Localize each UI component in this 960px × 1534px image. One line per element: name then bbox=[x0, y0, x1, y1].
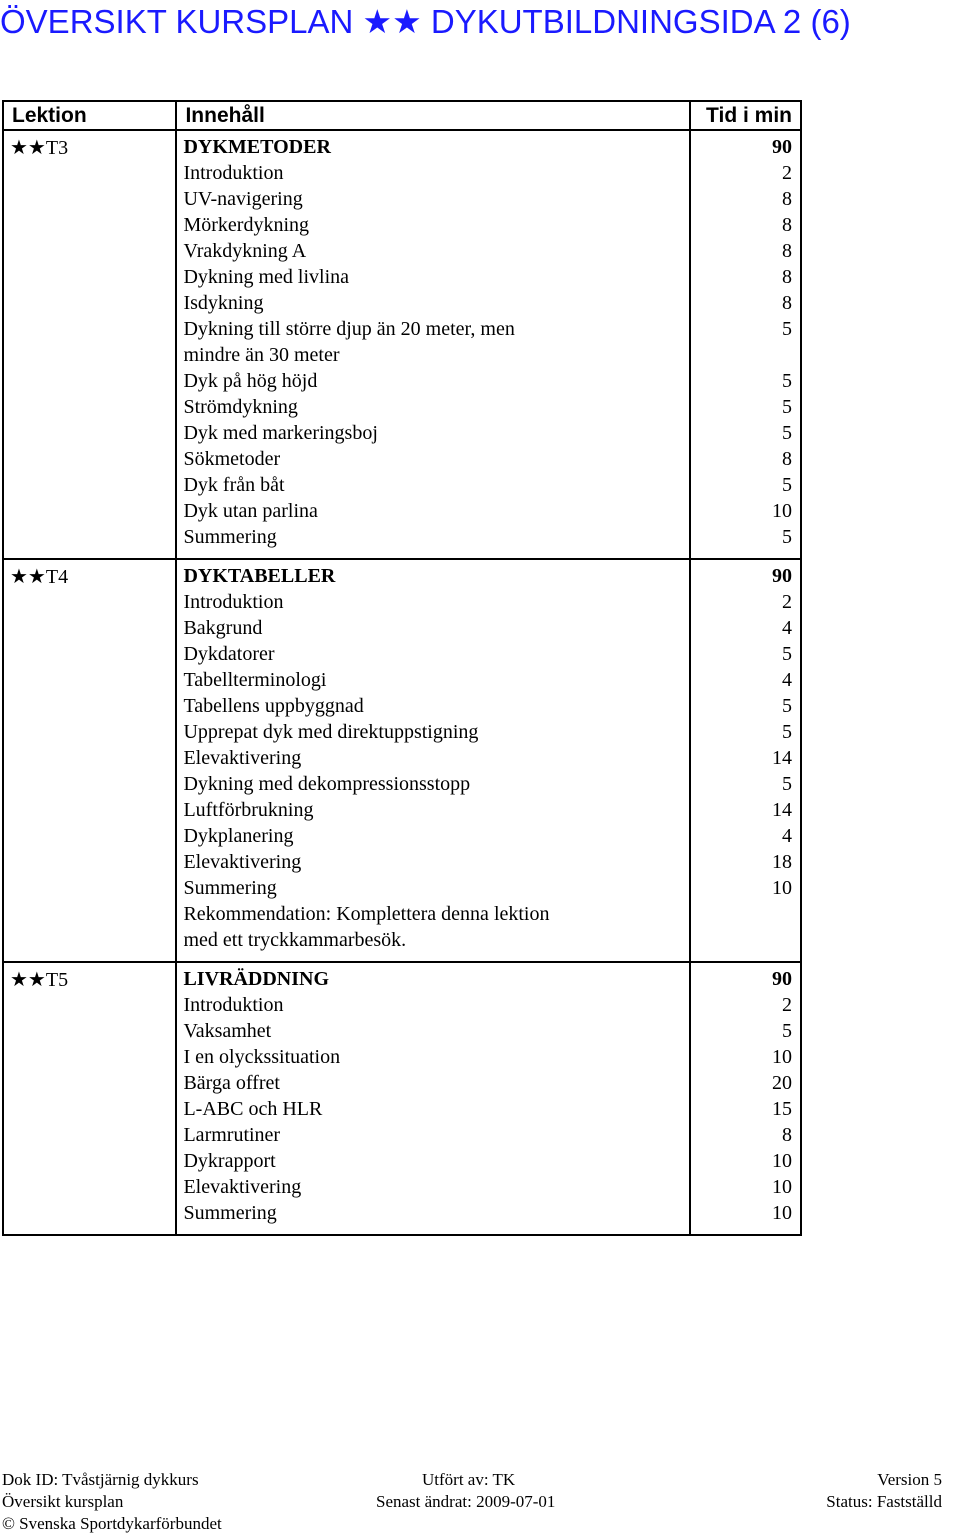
content-item: Vaksamhet bbox=[183, 1020, 272, 1042]
content-item-time: 5 bbox=[782, 422, 792, 444]
content-item: Elevaktivering bbox=[183, 747, 302, 769]
content-item: Bärga offret bbox=[183, 1072, 280, 1094]
page-title-left: ÖVERSIKT KURSPLAN bbox=[0, 3, 354, 40]
lesson-row bbox=[3, 962, 801, 1235]
content-item-time: 5 bbox=[782, 474, 792, 496]
content-item-time: 10 bbox=[772, 877, 792, 899]
content-item-time: 5 bbox=[782, 695, 792, 717]
content-item: Dykrapport bbox=[183, 1150, 276, 1172]
content-item: Dyk utan parlina bbox=[183, 500, 318, 522]
content-item: Elevaktivering bbox=[183, 1176, 302, 1198]
content-item: Dykplanering bbox=[183, 825, 294, 847]
footer-last-changed: Senast ändrat: 2009-07-01 bbox=[376, 1492, 556, 1511]
two-star-icon: ★★ bbox=[10, 967, 46, 991]
content-item-time: 8 bbox=[782, 214, 792, 236]
content-cell bbox=[176, 962, 689, 1235]
footer-version: Version 5 bbox=[877, 1470, 942, 1489]
content-item-time: 8 bbox=[782, 188, 792, 210]
content-item-time: 20 bbox=[772, 1072, 792, 1094]
content-item: Dyk på hög höjd bbox=[183, 370, 318, 392]
content-item-time: 2 bbox=[782, 994, 792, 1016]
content-item-time bbox=[691, 901, 792, 927]
table-header-row bbox=[3, 101, 801, 130]
content-item-time: 10 bbox=[772, 1150, 792, 1172]
content-item: Summering bbox=[183, 526, 277, 548]
content-item: L-ABC och HLR bbox=[183, 1098, 323, 1120]
content-item-time: 5 bbox=[782, 526, 792, 548]
content-item-time: 10 bbox=[772, 1202, 792, 1224]
lesson-title: DYKTABELLER bbox=[183, 565, 336, 587]
content-item-time bbox=[691, 342, 792, 368]
content-item: Dykning med livlina bbox=[183, 266, 350, 288]
content-cell bbox=[176, 130, 689, 559]
lesson-title: LIVRÄDDNING bbox=[183, 968, 330, 990]
content-item-time: 5 bbox=[782, 318, 792, 340]
content-item-time: 8 bbox=[782, 240, 792, 262]
content-item-time: 8 bbox=[782, 266, 792, 288]
lesson-row bbox=[3, 130, 801, 559]
page-title bbox=[0, 2, 960, 42]
content-item-time: 2 bbox=[782, 591, 792, 613]
content-item: Introduktion bbox=[183, 591, 284, 613]
content-item: Sökmetoder bbox=[183, 448, 281, 470]
content-item-time: 8 bbox=[782, 292, 792, 314]
lesson-code: T5 bbox=[45, 969, 69, 991]
page-title-right: DYKUTBILDNINGSIDA 2 (6) bbox=[430, 3, 851, 40]
content-item: Summering bbox=[183, 877, 277, 899]
lesson-code: T3 bbox=[45, 137, 69, 159]
lesson-cell bbox=[3, 130, 176, 559]
header-content: Innehåll bbox=[176, 101, 689, 130]
time-cell bbox=[690, 962, 801, 1235]
content-item: Tabellterminologi bbox=[183, 669, 327, 691]
content-item-time: 5 bbox=[782, 773, 792, 795]
content-item-time: 18 bbox=[772, 851, 792, 873]
footer-done-by: Utfört av: TK bbox=[422, 1470, 516, 1489]
lesson-total-time: 90 bbox=[772, 968, 792, 990]
content-item: Summering bbox=[183, 1202, 277, 1224]
time-cell bbox=[690, 130, 801, 559]
content-item: Rekommendation: Komplettera denna lektion bbox=[183, 903, 550, 925]
content-item-time bbox=[691, 927, 792, 953]
content-item-time: 5 bbox=[782, 643, 792, 665]
content-item: med ett tryckkammarbesök. bbox=[183, 929, 407, 951]
lesson-total-time: 90 bbox=[772, 136, 792, 158]
course-plan-table bbox=[2, 100, 802, 1236]
content-item: Upprepat dyk med direktuppstigning bbox=[183, 721, 479, 743]
content-item-time: 8 bbox=[782, 1124, 792, 1146]
content-item: Vrakdykning A bbox=[183, 240, 307, 262]
content-item: Dyk från båt bbox=[183, 474, 285, 496]
content-item: Elevaktivering bbox=[183, 851, 302, 873]
content-item-time: 14 bbox=[772, 747, 792, 769]
footer-status: Status: Fastställd bbox=[826, 1492, 942, 1511]
star-icon: ★★ bbox=[362, 3, 422, 40]
content-item-time: 5 bbox=[782, 370, 792, 392]
content-item: Dyk med markeringsboj bbox=[183, 422, 378, 444]
content-item: Larmrutiner bbox=[183, 1124, 281, 1146]
content-item-time: 5 bbox=[782, 1020, 792, 1042]
content-item-time: 5 bbox=[782, 396, 792, 418]
content-item-time: 10 bbox=[772, 500, 792, 522]
content-item-time: 10 bbox=[772, 1176, 792, 1198]
content-item: Bakgrund bbox=[183, 617, 263, 639]
content-item: Tabellens uppbyggnad bbox=[183, 695, 364, 717]
content-item: Dykning med dekompressionsstopp bbox=[183, 773, 471, 795]
content-item-time: 4 bbox=[782, 825, 792, 847]
header-lesson: Lektion bbox=[3, 101, 176, 130]
content-item: Mörkerdykning bbox=[183, 214, 310, 236]
footer-doc-id: Dok ID: Tvåstjärnig dykkurs bbox=[2, 1470, 199, 1489]
content-item: Dykdatorer bbox=[183, 643, 275, 665]
content-item-time: 8 bbox=[782, 448, 792, 470]
lesson-total-time: 90 bbox=[772, 565, 792, 587]
content-item-time: 2 bbox=[782, 162, 792, 184]
lesson-title: DYKMETODER bbox=[183, 136, 331, 158]
content-item: Isdykning bbox=[183, 292, 264, 314]
content-cell bbox=[176, 559, 689, 962]
content-item-time: 10 bbox=[772, 1046, 792, 1068]
content-item-time: 15 bbox=[772, 1098, 792, 1120]
lesson-row bbox=[3, 559, 801, 962]
content-item-time: 4 bbox=[782, 669, 792, 691]
lesson-cell bbox=[3, 962, 176, 1235]
content-item: I en olyckssituation bbox=[183, 1046, 341, 1068]
content-item: Introduktion bbox=[183, 994, 284, 1016]
content-item: Luftförbrukning bbox=[183, 799, 314, 821]
content-item-time: 14 bbox=[772, 799, 792, 821]
content-item: UV-navigering bbox=[183, 188, 303, 210]
lesson-cell bbox=[3, 559, 176, 962]
content-item: Dykning till större djup än 20 meter, men bbox=[183, 318, 515, 340]
content-item: Strömdykning bbox=[183, 396, 298, 418]
content-item: mindre än 30 meter bbox=[183, 344, 340, 366]
content-item-time: 5 bbox=[782, 721, 792, 743]
content-item-time: 4 bbox=[782, 617, 792, 639]
two-star-icon: ★★ bbox=[10, 135, 46, 159]
lesson-code: T4 bbox=[45, 566, 69, 588]
content-item: Introduktion bbox=[183, 162, 284, 184]
header-time: Tid i min bbox=[690, 101, 801, 130]
time-cell bbox=[690, 559, 801, 962]
footer-copyright: © Svenska Sportdykarförbundet bbox=[2, 1514, 222, 1533]
two-star-icon: ★★ bbox=[10, 564, 46, 588]
footer-doc-name: Översikt kursplan bbox=[2, 1492, 124, 1511]
